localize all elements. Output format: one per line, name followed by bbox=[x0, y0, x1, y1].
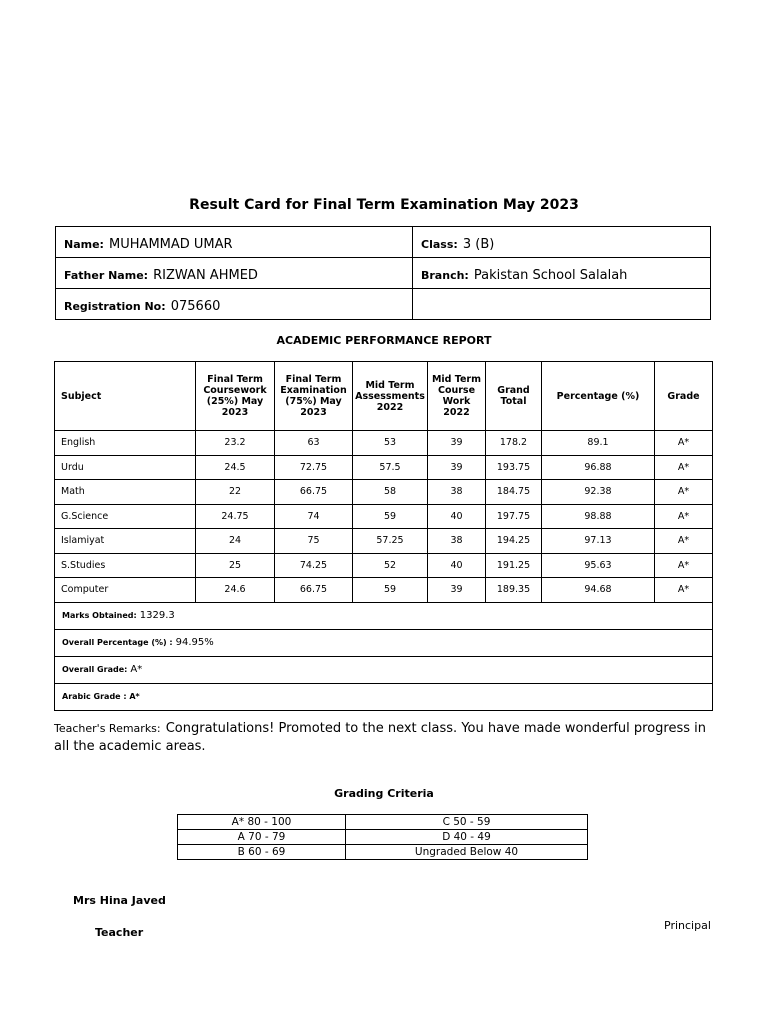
table-cell: 59 bbox=[353, 578, 428, 603]
table-cell: 38 bbox=[428, 480, 486, 505]
column-header: Mid Term Course Work 2022 bbox=[428, 362, 486, 431]
column-header: Grade bbox=[655, 362, 713, 431]
table-cell: 184.75 bbox=[486, 480, 542, 505]
overall-percentage-label: Overall Percentage (%) : bbox=[62, 638, 173, 647]
overall-percentage-value: 94.95% bbox=[175, 637, 214, 648]
subject-cell: Urdu bbox=[55, 455, 196, 480]
table-cell: 75 bbox=[275, 529, 353, 554]
overall-percentage-cell bbox=[55, 629, 713, 656]
table-cell: 66.75 bbox=[275, 480, 353, 505]
table-cell: 89.1 bbox=[542, 431, 655, 456]
table-cell: 98.88 bbox=[542, 504, 655, 529]
table-cell: 40 bbox=[428, 504, 486, 529]
grading-cell: A* 80 - 100 bbox=[178, 815, 346, 830]
table-row bbox=[55, 553, 713, 578]
table-cell: 194.25 bbox=[486, 529, 542, 554]
father-cell bbox=[56, 258, 413, 289]
table-cell: 39 bbox=[428, 578, 486, 603]
grading-cell: D 40 - 49 bbox=[346, 830, 588, 845]
teacher-name: Mrs Hina Javed bbox=[73, 894, 166, 907]
table-cell: 74 bbox=[275, 504, 353, 529]
teacher-remarks bbox=[54, 719, 716, 755]
branch-cell bbox=[413, 258, 711, 289]
father-name: RIZWAN AHMED bbox=[153, 267, 258, 283]
summary-row bbox=[55, 602, 713, 629]
grading-row bbox=[178, 845, 588, 860]
column-header: Subject bbox=[55, 362, 196, 431]
principal-label: Principal bbox=[664, 919, 711, 932]
remarks-text: Congratulations! Promoted to the next class. You have made wonderful progress in all the academic areas. bbox=[54, 721, 706, 754]
column-header: Final Term Coursework (25%) May 2023 bbox=[196, 362, 275, 431]
column-header: Mid Term Assessments 2022 bbox=[353, 362, 428, 431]
table-cell: 74.25 bbox=[275, 553, 353, 578]
table-cell: 92.38 bbox=[542, 480, 655, 505]
overall-grade-label: Overall Grade: bbox=[62, 665, 128, 674]
empty-cell bbox=[413, 289, 711, 320]
table-cell: A* bbox=[655, 504, 713, 529]
student-info-table bbox=[55, 226, 711, 320]
table-cell: 193.75 bbox=[486, 455, 542, 480]
table-cell: 22 bbox=[196, 480, 275, 505]
grading-criteria-table bbox=[177, 814, 588, 860]
grading-cell: C 50 - 59 bbox=[346, 815, 588, 830]
table-cell: A* bbox=[655, 455, 713, 480]
subject-cell: S.Studies bbox=[55, 553, 196, 578]
table-cell: 197.75 bbox=[486, 504, 542, 529]
grading-cell: B 60 - 69 bbox=[178, 845, 346, 860]
table-row bbox=[55, 480, 713, 505]
column-header: Grand Total bbox=[486, 362, 542, 431]
overall-grade-cell bbox=[55, 656, 713, 683]
table-cell: 97.13 bbox=[542, 529, 655, 554]
student-class: 3 (B) bbox=[462, 236, 495, 252]
subject-cell: G.Science bbox=[55, 504, 196, 529]
table-cell: A* bbox=[655, 553, 713, 578]
table-cell: A* bbox=[655, 431, 713, 456]
table-cell: 191.25 bbox=[486, 553, 542, 578]
table-row bbox=[55, 578, 713, 603]
class-label: Class: bbox=[421, 237, 458, 251]
table-cell: 189.35 bbox=[486, 578, 542, 603]
table-row bbox=[55, 504, 713, 529]
marks-obtained-value: 1329.3 bbox=[139, 610, 175, 621]
table-cell: 59 bbox=[353, 504, 428, 529]
table-cell: 40 bbox=[428, 553, 486, 578]
subject-cell: Computer bbox=[55, 578, 196, 603]
table-cell: 72.75 bbox=[275, 455, 353, 480]
table-row bbox=[55, 431, 713, 456]
arabic-grade-label: Arabic Grade : A* bbox=[62, 692, 140, 701]
table-cell: A* bbox=[655, 578, 713, 603]
table-cell: A* bbox=[655, 529, 713, 554]
grading-cell: Ungraded Below 40 bbox=[346, 845, 588, 860]
table-cell: 57.25 bbox=[353, 529, 428, 554]
marks-obtained-label: Marks Obtained: bbox=[62, 611, 137, 620]
table-cell: 63 bbox=[275, 431, 353, 456]
table-row bbox=[55, 529, 713, 554]
summary-row bbox=[55, 656, 713, 683]
table-cell: 24 bbox=[196, 529, 275, 554]
subject-cell: Islamiyat bbox=[55, 529, 196, 554]
grading-row bbox=[178, 815, 588, 830]
subject-cell: English bbox=[55, 431, 196, 456]
column-header: Percentage (%) bbox=[542, 362, 655, 431]
table-cell: 39 bbox=[428, 431, 486, 456]
page-title: Result Card for Final Term Examination May 2023 bbox=[189, 197, 579, 213]
name-label: Name: bbox=[64, 237, 104, 251]
arabic-grade-cell bbox=[55, 683, 713, 710]
table-cell: 53 bbox=[353, 431, 428, 456]
table-cell: 96.88 bbox=[542, 455, 655, 480]
table-cell: 25 bbox=[196, 553, 275, 578]
table-cell: 39 bbox=[428, 455, 486, 480]
table-cell: 94.68 bbox=[542, 578, 655, 603]
student-name: MUHAMMAD UMAR bbox=[109, 236, 233, 252]
table-cell: 24.5 bbox=[196, 455, 275, 480]
table-cell: 24.6 bbox=[196, 578, 275, 603]
table-cell: 52 bbox=[353, 553, 428, 578]
branch-name: Pakistan School Salalah bbox=[473, 267, 628, 283]
report-heading: ACADEMIC PERFORMANCE REPORT bbox=[276, 334, 492, 347]
branch-label: Branch: bbox=[421, 268, 469, 282]
remarks-label: Teacher's Remarks: bbox=[54, 722, 161, 735]
table-cell: 57.5 bbox=[353, 455, 428, 480]
father-label: Father Name: bbox=[64, 268, 149, 282]
marks-obtained-cell bbox=[55, 602, 713, 629]
overall-grade-value: A* bbox=[130, 664, 143, 675]
summary-row bbox=[55, 683, 713, 710]
table-cell: 23.2 bbox=[196, 431, 275, 456]
grading-criteria-title: Grading Criteria bbox=[334, 787, 434, 800]
table-cell: 58 bbox=[353, 480, 428, 505]
table-cell: 178.2 bbox=[486, 431, 542, 456]
column-header: Final Term Examination (75%) May 2023 bbox=[275, 362, 353, 431]
summary-row bbox=[55, 629, 713, 656]
table-row bbox=[55, 455, 713, 480]
table-cell: 66.75 bbox=[275, 578, 353, 603]
class-cell bbox=[413, 227, 711, 258]
marks-table bbox=[54, 361, 713, 711]
subject-cell: Math bbox=[55, 480, 196, 505]
table-cell: 38 bbox=[428, 529, 486, 554]
marks-header-row bbox=[55, 362, 713, 431]
registration-label: Registration No: bbox=[64, 299, 166, 313]
teacher-role: Teacher bbox=[95, 926, 144, 939]
registration-number: 075660 bbox=[170, 298, 221, 314]
table-cell: 24.75 bbox=[196, 504, 275, 529]
registration-cell bbox=[56, 289, 413, 320]
grading-cell: A 70 - 79 bbox=[178, 830, 346, 845]
table-cell: 95.63 bbox=[542, 553, 655, 578]
name-cell bbox=[56, 227, 413, 258]
grading-row bbox=[178, 830, 588, 845]
table-cell: A* bbox=[655, 480, 713, 505]
